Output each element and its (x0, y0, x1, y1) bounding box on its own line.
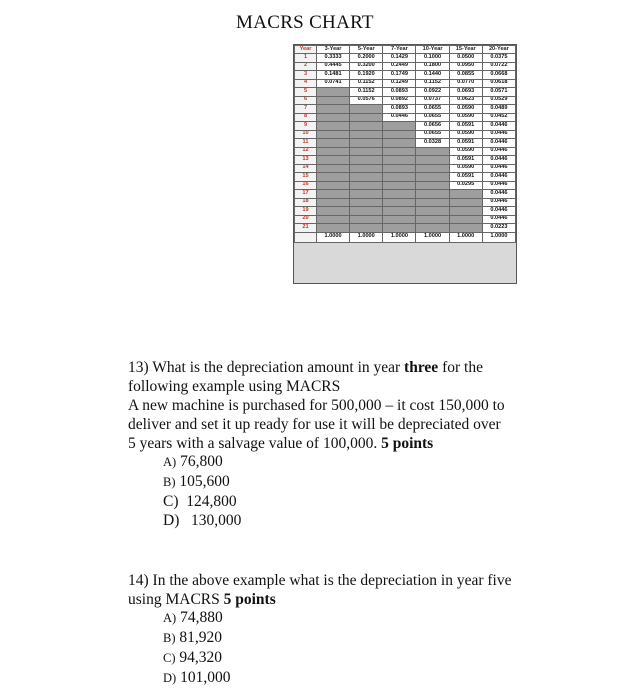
q14-options (163, 608, 230, 688)
empty-cell (383, 139, 416, 148)
q14-option-d[interactable] (163, 668, 230, 688)
q13-line3: A new machine is purchased for 500,000 – it cost 150,000 to (128, 397, 505, 414)
empty-cell (350, 190, 383, 199)
table-row (295, 130, 516, 139)
year-cell: 9 (295, 122, 317, 131)
empty-cell (416, 215, 449, 224)
rate-cell: 0.0452 (482, 113, 515, 122)
rate-cell: 0.2000 (350, 54, 383, 63)
empty-cell (383, 198, 416, 207)
rate-cell: 0.1000 (416, 54, 449, 63)
rate-cell: 0.0223 (482, 224, 515, 233)
rate-cell: 0.1749 (383, 71, 416, 80)
year-cell: 12 (295, 147, 317, 156)
year-cell: 1 (295, 54, 317, 63)
rate-cell: 0.0446 (383, 113, 416, 122)
year-cell: 16 (295, 181, 317, 190)
table-row (295, 207, 516, 216)
option-letter: A) (163, 611, 177, 625)
rate-cell: 0.1481 (317, 71, 350, 80)
rate-cell: 0.1152 (350, 79, 383, 88)
empty-cell (350, 215, 383, 224)
rate-cell: 0.0655 (416, 130, 449, 139)
empty-cell (317, 88, 350, 97)
rate-cell: 0.0500 (449, 54, 482, 63)
option-value: 81,920 (179, 629, 222, 646)
table-row (295, 190, 516, 199)
q14-option-a[interactable] (163, 608, 230, 628)
q14-option-c[interactable] (163, 648, 230, 668)
rate-cell: 0.0741 (317, 79, 350, 88)
total-cell: 1.0000 (482, 232, 515, 242)
empty-cell (317, 113, 350, 122)
table-row (295, 139, 516, 148)
rate-cell: 0.0591 (449, 173, 482, 182)
year-cell: 20 (295, 215, 317, 224)
empty-cell (317, 181, 350, 190)
empty-cell (317, 224, 350, 233)
empty-cell (350, 147, 383, 156)
year-cell: 14 (295, 164, 317, 173)
empty-cell (317, 207, 350, 216)
totals-row (295, 232, 516, 242)
q13-line1-after: for the (438, 359, 483, 376)
year-cell: 5 (295, 88, 317, 97)
total-cell: 1.0000 (317, 232, 350, 242)
rate-cell: 0.0655 (416, 113, 449, 122)
empty-cell (317, 164, 350, 173)
page-title: MACRS CHART (236, 12, 374, 33)
rate-cell: 0.0590 (449, 164, 482, 173)
year-cell: 6 (295, 96, 317, 105)
header-year: Year (295, 46, 317, 54)
header-7-year: 7-Year (383, 46, 416, 54)
total-cell: 1.0000 (416, 232, 449, 242)
total-cell: 1.0000 (350, 232, 383, 242)
header-15-year: 15-Year (449, 46, 482, 54)
rate-cell: 0.4445 (317, 62, 350, 71)
rate-cell: 0.0893 (383, 105, 416, 114)
header-5-year: 5-Year (350, 46, 383, 54)
empty-cell (383, 207, 416, 216)
empty-cell (383, 215, 416, 224)
table-row (295, 224, 516, 233)
table-row (295, 215, 516, 224)
option-letter: B) (163, 475, 176, 489)
option-value: 124,800 (186, 493, 237, 510)
empty-cell (383, 164, 416, 173)
rate-cell: 0.0591 (449, 156, 482, 165)
option-letter: B) (163, 631, 176, 645)
rate-cell: 0.0571 (482, 88, 515, 97)
empty-cell (383, 224, 416, 233)
rate-cell: 0.0446 (482, 130, 515, 139)
empty-cell (317, 96, 350, 105)
q14-points: 5 points (223, 591, 276, 608)
rate-cell: 0.1429 (383, 54, 416, 63)
rate-cell: 0.1152 (416, 79, 449, 88)
rate-cell: 0.0770 (449, 79, 482, 88)
year-cell: 10 (295, 130, 317, 139)
option-letter: D) (163, 512, 180, 529)
totals-label-cell (295, 232, 317, 242)
rate-cell: 0.3333 (317, 54, 350, 63)
rate-cell: 0.0656 (416, 122, 449, 131)
rate-cell: 0.1800 (416, 62, 449, 71)
rate-cell: 0.3200 (350, 62, 383, 71)
empty-cell (350, 130, 383, 139)
empty-cell (317, 147, 350, 156)
empty-cell (416, 173, 449, 182)
year-cell: 11 (295, 139, 317, 148)
rate-cell: 0.0668 (482, 71, 515, 80)
option-value: 101,000 (180, 669, 231, 686)
year-cell: 18 (295, 198, 317, 207)
rate-cell: 0.0722 (482, 62, 515, 71)
rate-cell: 0.0446 (482, 215, 515, 224)
rate-cell: 0.1152 (350, 88, 383, 97)
rate-cell: 0.0446 (482, 147, 515, 156)
table-row (295, 156, 516, 165)
header-3-year: 3-Year (317, 46, 350, 54)
empty-cell (416, 147, 449, 156)
table-row (295, 122, 516, 131)
empty-cell (350, 122, 383, 131)
option-value: 130,000 (190, 512, 242, 529)
header-10-year: 10-Year (416, 46, 449, 54)
table-row (295, 79, 516, 88)
table-row (295, 71, 516, 80)
q13-line2: following example using MACRS (128, 378, 341, 395)
empty-cell (317, 173, 350, 182)
rate-cell: 0.0892 (383, 96, 416, 105)
question-14 (128, 571, 548, 609)
empty-cell (350, 139, 383, 148)
rate-cell: 0.1920 (350, 71, 383, 80)
rate-cell: 0.0590 (449, 130, 482, 139)
empty-cell (350, 156, 383, 165)
table-header-row (295, 46, 516, 54)
rate-cell: 0.0591 (449, 139, 482, 148)
empty-cell (350, 198, 383, 207)
macrs-table-container (293, 44, 517, 284)
table-row (295, 88, 516, 97)
empty-cell (317, 139, 350, 148)
empty-cell (383, 122, 416, 131)
empty-cell (416, 156, 449, 165)
q13-line1: 13) What is the depreciation amount in year (128, 359, 405, 376)
rate-cell: 0.0446 (482, 156, 515, 165)
macrs-table (294, 45, 516, 243)
q13-option-c[interactable] (163, 492, 241, 511)
option-value: 105,600 (179, 473, 230, 490)
table-row (295, 96, 516, 105)
table-row (295, 147, 516, 156)
rate-cell: 0.0623 (449, 96, 482, 105)
option-letter: A) (163, 455, 177, 469)
year-cell: 19 (295, 207, 317, 216)
rate-cell: 0.0855 (449, 71, 482, 80)
empty-cell (449, 198, 482, 207)
rate-cell: 0.0446 (482, 190, 515, 199)
table-row (295, 54, 516, 63)
option-value: 74,880 (180, 609, 223, 626)
rate-cell: 0.0950 (449, 62, 482, 71)
q13-line5: 5 years with a salvage value of 100,000. (128, 435, 382, 452)
q13-option-b[interactable] (163, 472, 241, 492)
rate-cell: 0.0590 (449, 147, 482, 156)
empty-cell (449, 190, 482, 199)
empty-cell (350, 181, 383, 190)
rate-cell: 0.0655 (416, 105, 449, 114)
year-cell: 13 (295, 156, 317, 165)
table-row (295, 198, 516, 207)
rate-cell: 0.0446 (482, 207, 515, 216)
empty-cell (449, 207, 482, 216)
year-cell: 3 (295, 71, 317, 80)
empty-cell (350, 164, 383, 173)
rate-cell: 0.0446 (482, 173, 515, 182)
rate-cell: 0.0529 (482, 96, 515, 105)
rate-cell: 0.0893 (383, 88, 416, 97)
year-cell: 4 (295, 79, 317, 88)
option-letter: C) (163, 651, 176, 665)
rate-cell: 0.1249 (383, 79, 416, 88)
empty-cell (383, 130, 416, 139)
empty-cell (383, 156, 416, 165)
header-20-year: 20-Year (482, 46, 515, 54)
empty-cell (317, 156, 350, 165)
question-13 (128, 358, 548, 453)
rate-cell: 0.0618 (482, 79, 515, 88)
q13-points: 5 points (381, 435, 434, 452)
option-value: 76,800 (180, 453, 223, 470)
option-value: 94,320 (179, 649, 222, 666)
empty-cell (350, 113, 383, 122)
rate-cell: 0.2449 (383, 62, 416, 71)
empty-cell (350, 105, 383, 114)
rate-cell: 0.0328 (416, 139, 449, 148)
option-letter: C) (163, 493, 179, 510)
q14-line1: 14) In the above example what is the depreciation in year five (128, 572, 512, 589)
rate-cell: 0.0737 (416, 96, 449, 105)
empty-cell (383, 147, 416, 156)
empty-cell (350, 173, 383, 182)
empty-cell (416, 190, 449, 199)
rate-cell: 0.0375 (482, 54, 515, 63)
table-row (295, 181, 516, 190)
q14-option-b[interactable] (163, 628, 230, 648)
q13-option-a[interactable] (163, 452, 241, 472)
empty-cell (449, 224, 482, 233)
rate-cell: 0.0590 (449, 105, 482, 114)
table-row (295, 62, 516, 71)
empty-cell (416, 181, 449, 190)
empty-cell (317, 190, 350, 199)
q13-option-d[interactable] (163, 511, 241, 530)
empty-cell (317, 122, 350, 131)
table-row (295, 105, 516, 114)
empty-cell (449, 215, 482, 224)
year-cell: 17 (295, 190, 317, 199)
rate-cell: 0.0590 (449, 113, 482, 122)
rate-cell: 0.0295 (449, 181, 482, 190)
rate-cell: 0.0446 (482, 122, 515, 131)
rate-cell: 0.0446 (482, 139, 515, 148)
empty-cell (317, 198, 350, 207)
rate-cell: 0.0922 (416, 88, 449, 97)
empty-cell (350, 207, 383, 216)
table-row (295, 113, 516, 122)
rate-cell: 0.0591 (449, 122, 482, 131)
table-row (295, 164, 516, 173)
q13-line4: deliver and set it up ready for use it will be depreciated over (128, 416, 501, 433)
year-cell: 2 (295, 62, 317, 71)
empty-cell (416, 207, 449, 216)
empty-cell (317, 215, 350, 224)
rate-cell: 0.0576 (350, 96, 383, 105)
empty-cell (350, 224, 383, 233)
total-cell: 1.0000 (383, 232, 416, 242)
empty-cell (383, 190, 416, 199)
rate-cell: 0.0489 (482, 105, 515, 114)
q13-options (163, 452, 241, 530)
empty-cell (383, 173, 416, 182)
year-cell: 21 (295, 224, 317, 233)
empty-cell (416, 198, 449, 207)
table-row (295, 173, 516, 182)
year-cell: 7 (295, 105, 317, 114)
option-letter: D) (163, 671, 177, 685)
rate-cell: 0.0446 (482, 181, 515, 190)
q13-bold-three: three (404, 359, 439, 376)
year-cell: 8 (295, 113, 317, 122)
rate-cell: 0.0693 (449, 88, 482, 97)
empty-cell (416, 224, 449, 233)
q14-line2: using MACRS (128, 591, 224, 608)
total-cell: 1.0000 (449, 232, 482, 242)
year-cell: 15 (295, 173, 317, 182)
empty-cell (317, 130, 350, 139)
rate-cell: 0.0446 (482, 164, 515, 173)
empty-cell (416, 164, 449, 173)
empty-cell (383, 181, 416, 190)
rate-cell: 0.0446 (482, 198, 515, 207)
rate-cell: 0.1440 (416, 71, 449, 80)
empty-cell (317, 105, 350, 114)
